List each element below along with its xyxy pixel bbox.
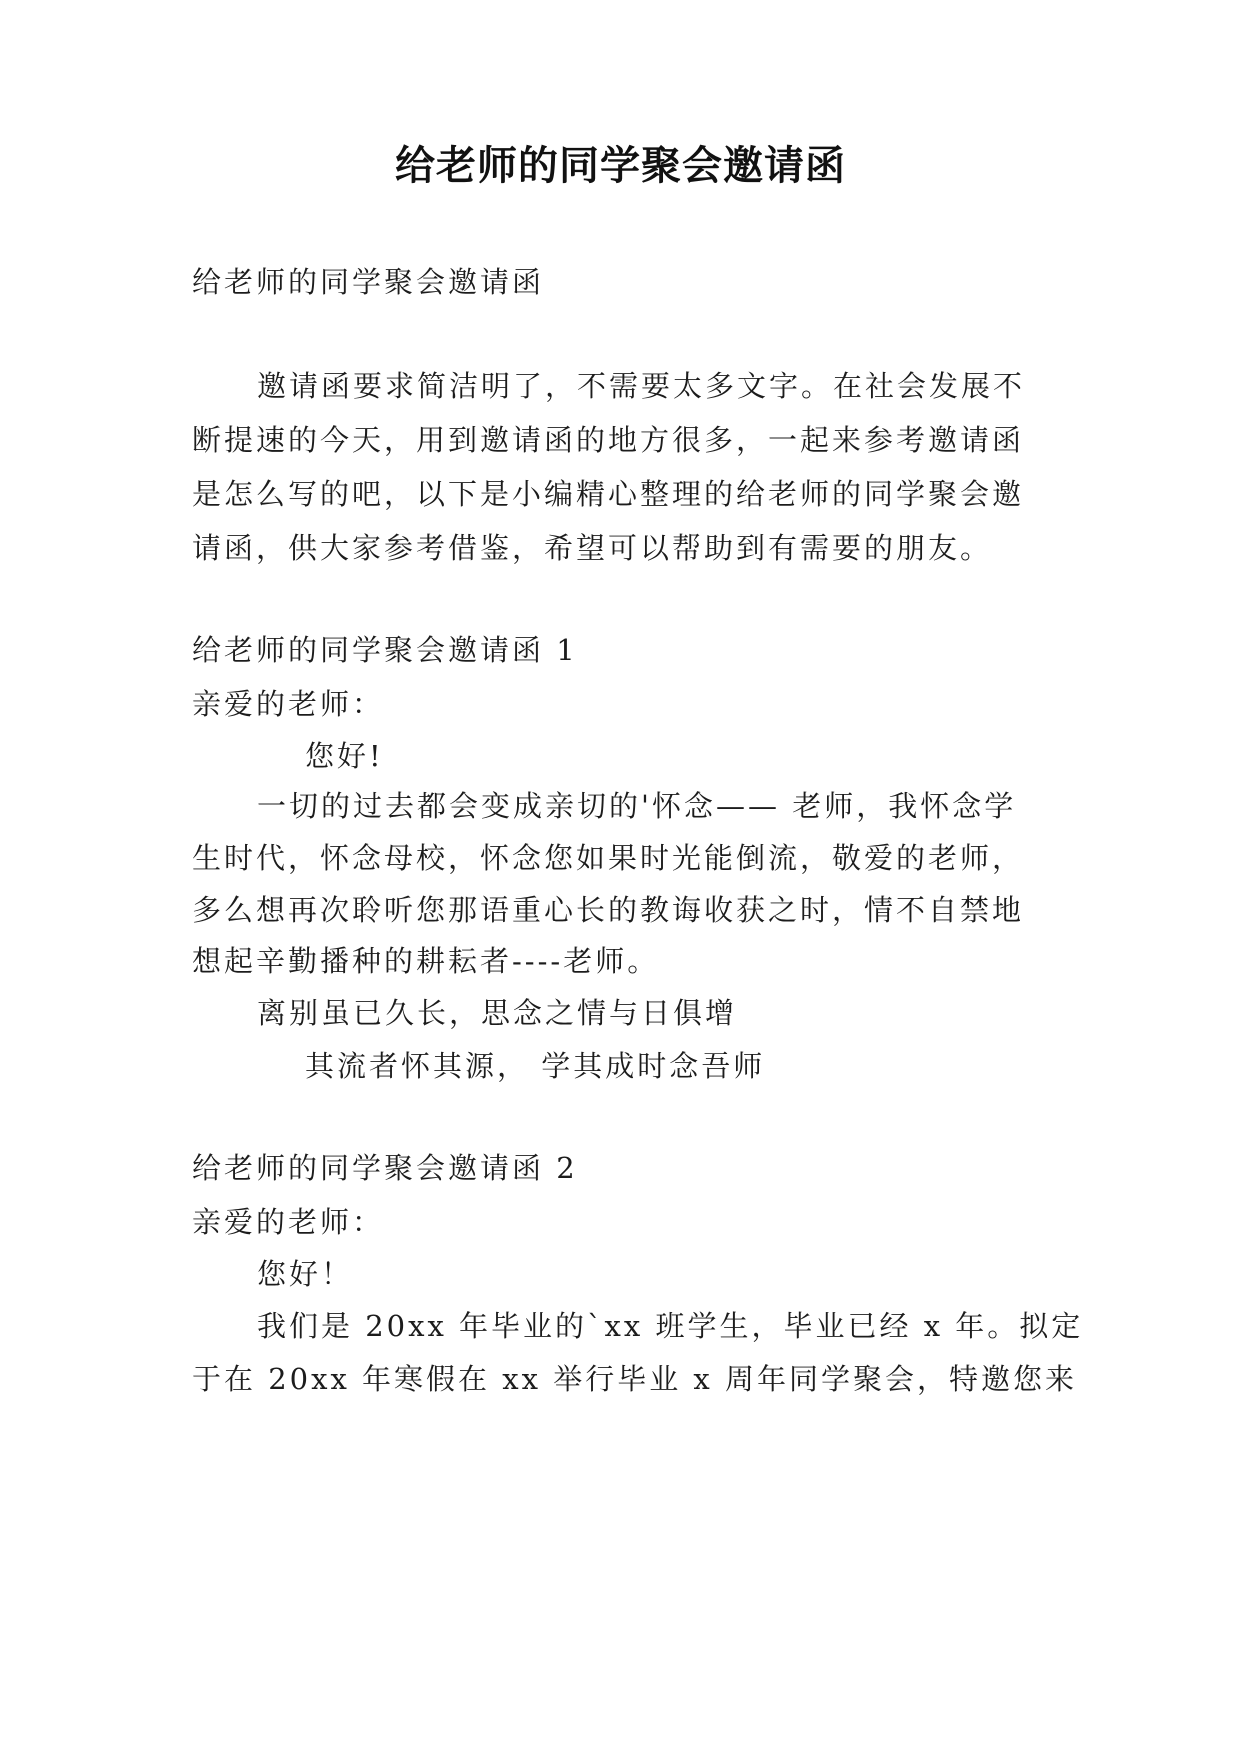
- letter1-greeting: 您好!: [305, 739, 384, 773]
- letter1-heading: 给老师的同学聚会邀请函 1: [192, 633, 578, 667]
- intro-line-3: 是怎么写的吧，以下是小编精心整理的给老师的同学聚会邀: [192, 477, 1025, 511]
- intro-line-1: 邀请函要求简洁明了，不需要太多文字。在社会发展不: [257, 369, 1026, 403]
- document-title: 给老师的同学聚会邀请函: [395, 143, 846, 189]
- letter2-heading: 给老师的同学聚会邀请函 2: [192, 1151, 578, 1185]
- letter1-salutation: 亲爱的老师：: [192, 687, 385, 721]
- letter2-body-line-1: 我们是 20xx 年毕业的`xx 班学生，毕业已经 x 年。拟定: [257, 1309, 1084, 1343]
- letter2-salutation: 亲爱的老师：: [192, 1205, 385, 1239]
- document-subtitle: 给老师的同学聚会邀请函: [192, 265, 545, 299]
- letter1-verse-1: 离别虽已久长，思念之情与日俱增: [257, 996, 738, 1030]
- intro-line-4: 请函，供大家参考借鉴，希望可以帮助到有需要的朋友。: [192, 531, 993, 565]
- intro-line-2: 断提速的今天，用到邀请函的地方很多，一起来参考邀请函: [192, 423, 1025, 457]
- letter2-greeting: 您好！: [257, 1257, 354, 1291]
- letter1-body-line-2: 生时代，怀念母校，怀念您如果时光能倒流，敬爱的老师，: [192, 841, 1025, 875]
- letter1-body-line-3: 多么想再次聆听您那语重心长的教诲收获之时，情不自禁地: [192, 893, 1025, 927]
- letter2-body-line-2: 于在 20xx 年寒假在 xx 举行毕业 x 周年同学聚会，特邀您来: [192, 1362, 1077, 1396]
- letter1-body-line-1: 一切的过去都会变成亲切的'怀念—— 老师，我怀念学: [257, 789, 1017, 823]
- letter1-verse-2: 其流者怀其源， 学其成时念吾师: [305, 1049, 766, 1083]
- letter1-body-line-4: 想起辛勤播种的耕耘者----老师。: [192, 944, 660, 978]
